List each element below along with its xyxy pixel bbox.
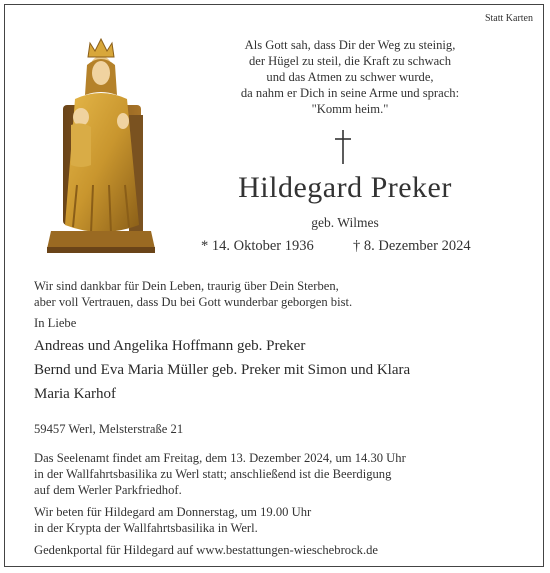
memorial-portal-link[interactable]: Gedenkportal für Hildegard auf www.bestattungen-wieschebrock.de (34, 543, 378, 557)
statt-karten-label: Statt Karten (484, 13, 533, 24)
poem-line: der Hügel zu steil, die Kraft zu schwach (248, 54, 452, 68)
message-line: Wir sind dankbar für Dein Leben, traurig über Dein Sterben, (34, 279, 339, 293)
madonna-statue-image (43, 35, 159, 257)
obituary-card (4, 4, 544, 567)
in-liebe: In Liebe (34, 316, 77, 330)
poem-line: da nahm er Dich in seine Arme und sprach: (240, 86, 460, 100)
poem (195, 37, 505, 117)
requiem-line: auf dem Werler Parkfriedhof. (34, 483, 182, 497)
birth-date: * 14. Oktober 1936 (201, 238, 314, 254)
address: 59457 Werl, Melsterstraße 21 (34, 422, 184, 436)
deceased-name: Hildegard Preker (238, 171, 452, 204)
maiden-name: geb. Wilmes (311, 215, 379, 230)
message-line: aber voll Vertrauen, dass Du bei Gott wunderbar geborgen bist. (34, 295, 353, 309)
poem-line: und das Atmen zu schwer wurde, (266, 70, 434, 84)
poem-line: Als Gott sah, dass Dir der Weg zu steinig, (244, 38, 456, 52)
death-date: † 8. Dezember 2024 (353, 238, 471, 254)
requiem-line: Das Seelenamt findet am Freitag, dem 13. Dezember 2024, um 14.30 Uhr (34, 451, 406, 465)
poem-line: "Komm heim." (311, 102, 389, 116)
prayer-line: in der Krypta der Wallfahrtsbasilika in Werl. (34, 521, 258, 535)
cross-icon (331, 129, 355, 165)
prayer-line: Wir beten für Hildegard am Donnerstag, um 19.00 Uhr (34, 505, 312, 519)
family-line: Maria Karhof (34, 386, 117, 402)
family-line: Bernd und Eva Maria Müller geb. Preker mit Simon und Klara (34, 362, 411, 378)
requiem-line: in der Wallfahrtsbasilika zu Werl statt; anschließend ist die Beerdigung (34, 467, 392, 481)
family-line: Andreas und Angelika Hoffmann geb. Preker (34, 338, 306, 354)
